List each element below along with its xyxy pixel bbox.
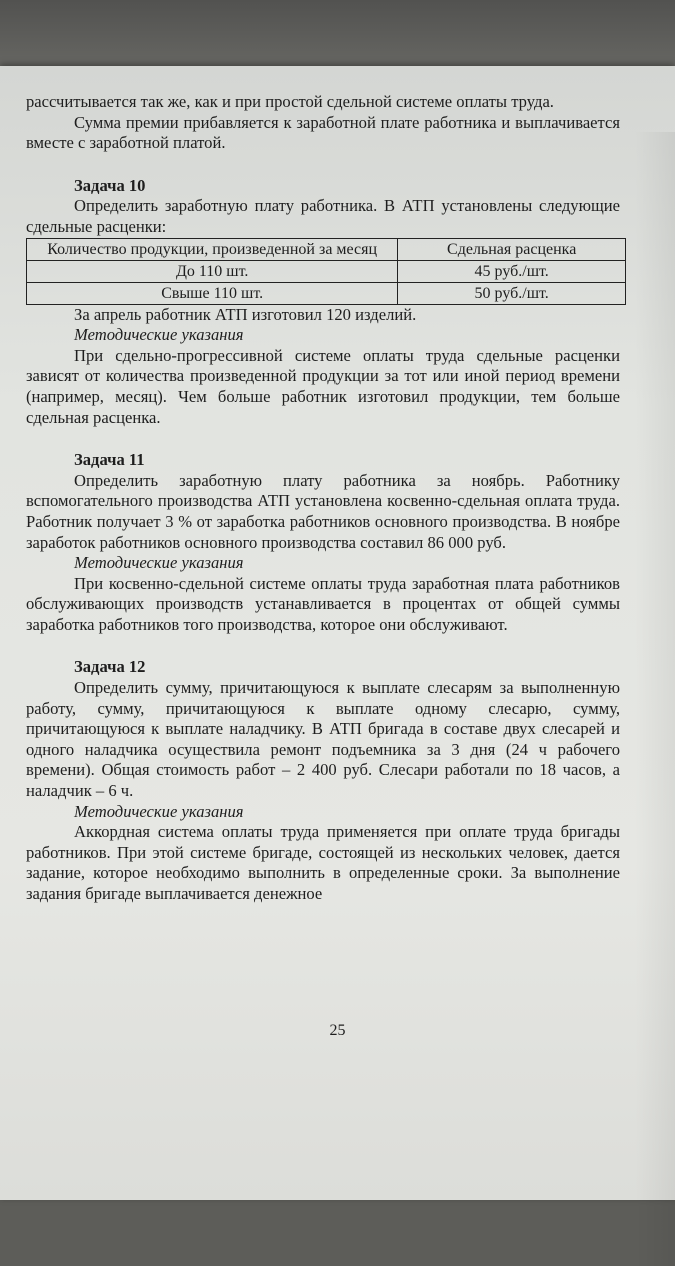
page-shading xyxy=(635,132,675,1266)
task-12-heading: Задача 12 xyxy=(74,657,146,677)
table-row xyxy=(27,260,626,282)
task-12-guide-text: Аккордная система оплаты труда применяется при оплате труда бригады работников. При этой системе бригаде, состоящей из нескольких человек, дается задание, которое необходимо выполнить в определенные сроки. За выполнение задания бригаде выплачивается денежное xyxy=(26,822,620,903)
page-content xyxy=(26,92,620,905)
table-header-cell: Количество продукции, произведенной за месяц xyxy=(27,238,398,260)
table-cell: Свыше 110 шт. xyxy=(27,282,398,304)
table-cell: До 110 шт. xyxy=(27,260,398,282)
page-number: 25 xyxy=(329,1022,346,1039)
task-12-guide-heading: Методические указания xyxy=(74,801,244,821)
task-12-text: Определить сумму, причитающуюся к выплате слесарям за выполненную работу, сумму, причитающуюся к выплате одному слесарю, сумму, причитающуюся к выплате наладчику. В АТП бригада в составе двух слесарей и одного наладчика осуществила ремонт подъемника за 3 дня (24 ч рабочего времени). Общая стоимость работ – 2 400 руб. Слесари работали по 18 часов, а наладчик – 6 ч. xyxy=(26,678,620,801)
task-11-text: Определить заработную плату работника за ноябрь. Работнику вспомогательного производства АТП установлена косвенно-сдельная оплата труда. Работник получает 3 % от заработка работников основного производства. В ноябре заработок работников основного производства составил 86 000 руб. xyxy=(26,470,620,552)
table-header-row xyxy=(27,238,626,260)
task-11-heading: Задача 11 xyxy=(74,450,145,470)
task-11-guide-heading: Методические указания xyxy=(74,553,244,573)
task-10-guide-text: При сдельно-прогрессивной системе оплаты труда сдельные расценки зависят от количества произведенной продукции за тот или иной период времени (например, месяц). Чем больше работник изготовил продукции, тем больше сдельная расценка. xyxy=(26,345,620,427)
task-10-after: За апрель работник АТП изготовил 120 изделий. xyxy=(74,304,417,324)
task-10-guide-heading: Методические указания xyxy=(74,325,244,345)
table-cell: 50 руб./шт. xyxy=(398,282,626,304)
table-row xyxy=(27,282,626,304)
piece-rate-table xyxy=(26,238,626,305)
task-11-guide-text: При косвенно-сдельной системе оплаты труда заработная плата работников обслуживающих производств устанавливается в процентах от общей суммы заработка работников того производства, которое они обслуживают. xyxy=(26,573,620,634)
intro-line: рассчитывается так же, как и при простой сдельной системе оплаты труда. xyxy=(26,92,554,111)
table-header-cell: Сдельная расценка xyxy=(398,238,626,260)
intro-paragraph: Сумма премии прибавляется к заработной плате работника и выплачивается вместе с заработной платой. xyxy=(26,112,620,153)
table-cell: 45 руб./шт. xyxy=(398,260,626,282)
task-10-heading: Задача 10 xyxy=(74,175,146,195)
task-10-text: Определить заработную плату работника. В АТП установлены следующие сдельные расценки: xyxy=(26,196,620,236)
